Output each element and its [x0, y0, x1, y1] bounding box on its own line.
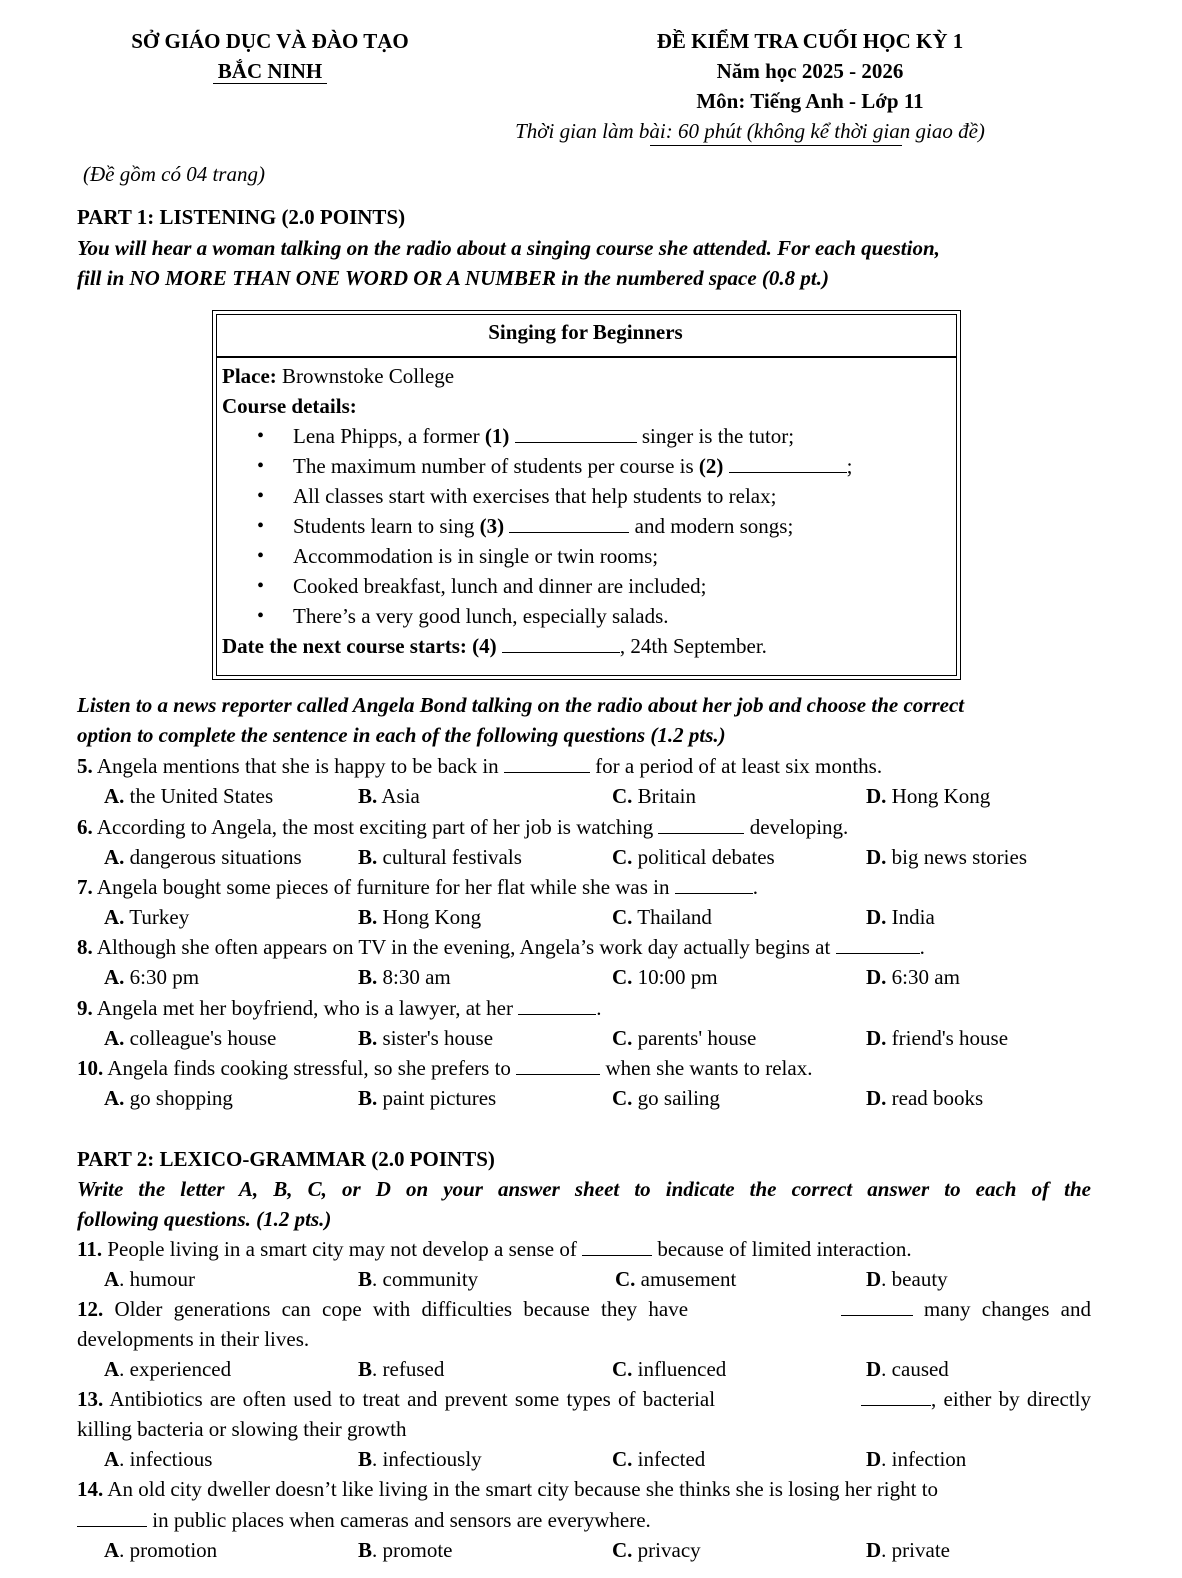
question-text: because of limited interaction. — [652, 1237, 912, 1261]
option-text: amusement — [635, 1267, 737, 1291]
option-letter: B — [358, 1538, 373, 1562]
option-letter: D — [866, 1447, 882, 1471]
option-letter: A. — [104, 905, 125, 929]
option-text: big news stories — [886, 845, 1027, 869]
question-12-line2: developments in their lives. — [77, 1327, 310, 1351]
place-value: Brownstoke College — [276, 364, 455, 388]
option-text: . promote — [372, 1538, 453, 1562]
detail-item-1 — [293, 424, 794, 449]
part1-instruction2-line1: Listen to a news reporter called Angela Bond talking on the radio about her job and choose the correct — [77, 693, 965, 717]
option-text: parents' house — [632, 1026, 757, 1050]
option-a[interactable] — [104, 1538, 217, 1563]
option-letter: C. — [612, 965, 633, 989]
option-text: . humour — [119, 1267, 195, 1291]
time-underline — [650, 145, 902, 146]
date-text: , 24th September. — [619, 634, 767, 658]
question-14-line1 — [77, 1477, 938, 1502]
option-letter: B. — [358, 1086, 378, 1110]
option-c[interactable] — [612, 845, 775, 870]
province-underline — [213, 83, 327, 84]
part1-instruction2-line2: option to complete the sentence in each of the following questions (1.2 pts.) — [77, 723, 726, 747]
question-5 — [77, 754, 882, 779]
detail-item-6: Cooked breakfast, lunch and dinner are included; — [293, 574, 707, 598]
option-c[interactable] — [615, 1267, 736, 1292]
option-letter: D. — [866, 1026, 887, 1050]
question-8 — [77, 935, 925, 960]
question-12-stem — [77, 1297, 688, 1322]
part1-instruction-line1: You will hear a woman talking on the radio about a singing course she attended. For each question, — [77, 236, 940, 260]
option-c[interactable] — [612, 905, 712, 930]
option-b[interactable] — [358, 1447, 482, 1472]
question-number: 11. — [77, 1237, 103, 1261]
option-text: infected — [632, 1447, 706, 1471]
option-c[interactable] — [612, 1086, 720, 1111]
question-13-line1 — [77, 1387, 1091, 1412]
option-letter: A. — [104, 1026, 125, 1050]
question-number: 5. — [77, 754, 93, 778]
option-text: . experienced — [119, 1357, 232, 1381]
answer-blank — [861, 1387, 931, 1406]
option-letter: B. — [358, 1026, 378, 1050]
option-text: the United States — [124, 784, 274, 808]
question-number: 13. — [77, 1387, 104, 1411]
option-text: go sailing — [632, 1086, 720, 1110]
place-line — [222, 364, 454, 389]
option-a[interactable] — [104, 965, 199, 990]
option-b[interactable] — [358, 1357, 444, 1382]
option-text: . refused — [372, 1357, 445, 1381]
detail-item-7: There’s a very good lunch, especially salads. — [293, 604, 669, 628]
part1-instruction-line2: fill in NO MORE THAN ONE WORD OR A NUMBER in the numbered space (0.8 pt.) — [77, 266, 830, 290]
option-letter: A — [104, 1267, 120, 1291]
option-text: Asia — [377, 784, 420, 808]
question-text: Angela mentions that she is happy to be back in — [92, 754, 504, 778]
option-d[interactable] — [866, 845, 1027, 870]
option-text: 8:30 am — [377, 965, 451, 989]
bullet-dot: • — [257, 605, 265, 627]
option-text: Hong Kong — [886, 784, 991, 808]
option-text: Hong Kong — [377, 905, 482, 929]
option-a[interactable] — [104, 1357, 231, 1382]
option-letter: B. — [358, 905, 378, 929]
option-text: cultural festivals — [377, 845, 522, 869]
option-c[interactable] — [612, 784, 696, 809]
detail-item-5: Accommodation is in single or twin rooms; — [293, 544, 659, 568]
subject-grade: Môn: Tiếng Anh - Lớp 11 — [696, 89, 924, 113]
option-text: . promotion — [119, 1538, 218, 1562]
answer-blank — [836, 935, 920, 954]
option-a[interactable] — [104, 1447, 212, 1472]
question-number: 12. — [77, 1297, 104, 1321]
option-letter: C. — [612, 1026, 633, 1050]
option-d[interactable] — [866, 1357, 949, 1382]
question-13-end — [861, 1387, 1091, 1412]
option-text: . community — [372, 1267, 479, 1291]
option-letter: C. — [612, 1357, 633, 1381]
option-b[interactable] — [358, 1086, 496, 1111]
question-text: . — [919, 935, 925, 959]
detail-item-2 — [293, 454, 853, 479]
option-d[interactable] — [866, 1538, 950, 1563]
course-details-label: Course details: — [222, 394, 357, 418]
option-letter: C. — [612, 1538, 633, 1562]
option-letter: D. — [866, 965, 887, 989]
option-text: influenced — [632, 1357, 727, 1381]
bullet-dot: • — [257, 545, 265, 567]
bullet-dot: • — [257, 575, 265, 597]
question-text: . — [596, 996, 602, 1020]
option-letter: D — [866, 1538, 882, 1562]
detail-item-3: All classes start with exercises that help students to relax; — [293, 484, 777, 508]
answer-blank — [658, 815, 744, 834]
answer-blank — [77, 1508, 147, 1527]
gap-number-1: (1) — [484, 424, 510, 448]
detail-text: The maximum number of students per course is — [293, 454, 699, 478]
option-letter: D. — [866, 905, 887, 929]
option-letter: A — [104, 1357, 120, 1381]
question-number: 8. — [77, 935, 93, 959]
option-letter: B — [358, 1357, 373, 1381]
province-name: BẮC NINH — [217, 59, 323, 83]
option-letter: B — [358, 1447, 373, 1471]
option-d[interactable] — [866, 965, 960, 990]
question-number: 14. — [77, 1477, 104, 1501]
option-text: colleague's house — [124, 1026, 277, 1050]
option-text: go shopping — [124, 1086, 233, 1110]
question-text: in public places when cameras and sensors are everywhere. — [147, 1508, 651, 1532]
question-text: many changes and — [912, 1297, 1091, 1321]
option-letter: A — [104, 1538, 120, 1562]
question-7 — [77, 875, 758, 900]
question-text: Antibiotics are often used to treat and prevent some types of bacterial — [103, 1387, 716, 1411]
department-name: SỞ GIÁO DỤC VÀ ĐÀO TẠO — [131, 29, 409, 53]
option-text: Britain — [632, 784, 696, 808]
option-d[interactable] — [866, 905, 935, 930]
option-a[interactable] — [104, 1086, 233, 1111]
place-label: Place: — [222, 364, 277, 388]
question-text: An old city dweller doesn’t like living in the smart city because she thinks she is losing her right to — [103, 1477, 939, 1501]
part2-instruction-line1: Write the letter A, B, C, or D on your answer sheet to indicate the correct answer to each of the — [77, 1177, 1091, 1201]
question-text: Angela bought some pieces of furniture for her flat while she was in — [92, 875, 675, 899]
option-text: . infectious — [119, 1447, 213, 1471]
part2-title: PART 2: LEXICO-GRAMMAR (2.0 POINTS) — [77, 1147, 495, 1171]
option-a[interactable] — [104, 1026, 276, 1051]
question-10 — [77, 1056, 812, 1081]
bullet-dot: • — [257, 515, 265, 537]
option-a[interactable] — [104, 1267, 195, 1292]
option-letter: B. — [358, 784, 378, 808]
option-letter: C. — [612, 1447, 633, 1471]
question-13-line2: killing bacteria or slowing their growth — [77, 1417, 407, 1441]
option-letter: C. — [612, 845, 633, 869]
option-text: . infection — [881, 1447, 967, 1471]
option-letter: D. — [866, 845, 887, 869]
option-d[interactable] — [866, 1026, 1008, 1051]
bullet-dot: • — [257, 425, 265, 447]
question-13-stem — [77, 1387, 715, 1412]
option-letter: C. — [612, 905, 633, 929]
gap-number-2: (2) — [698, 454, 724, 478]
detail-item-4 — [293, 514, 793, 539]
question-text: , either by directly — [931, 1387, 1091, 1411]
option-a[interactable] — [104, 845, 302, 870]
question-number: 9. — [77, 996, 93, 1020]
option-text: read books — [886, 1086, 984, 1110]
answer-blank — [518, 996, 596, 1015]
option-text: Turkey — [124, 905, 190, 929]
detail-text: and modern songs; — [629, 514, 794, 538]
answer-blank — [582, 1237, 652, 1256]
answer-blank — [504, 754, 590, 773]
option-letter: C. — [612, 1086, 633, 1110]
option-text: Thailand — [632, 905, 712, 929]
option-b[interactable] — [358, 1267, 478, 1292]
next-course-date-line — [222, 634, 767, 659]
answer-blank — [516, 1056, 600, 1075]
detail-text: ; — [846, 454, 853, 478]
question-text: for a period of at least six months. — [589, 754, 883, 778]
detail-text: Students learn to sing — [293, 514, 480, 538]
option-letter: D — [866, 1267, 882, 1291]
option-text: friend's house — [886, 1026, 1009, 1050]
option-d[interactable] — [866, 1267, 948, 1292]
option-text: . caused — [881, 1357, 949, 1381]
option-b[interactable] — [358, 1026, 493, 1051]
bullet-dot: • — [257, 455, 265, 477]
answer-gap-1[interactable] — [515, 424, 637, 443]
option-letter: B. — [358, 845, 378, 869]
question-text: Older generations can cope with difficulties because they have — [103, 1297, 689, 1321]
option-text: India — [886, 905, 935, 929]
option-text: . beauty — [881, 1267, 948, 1291]
option-letter: B. — [358, 965, 378, 989]
question-12-line1 — [77, 1297, 1091, 1322]
exam-title: ĐỀ KIỂM TRA CUỐI HỌC KỲ 1 — [656, 29, 964, 53]
option-text: 6:30 am — [886, 965, 960, 989]
option-text: 10:00 pm — [632, 965, 718, 989]
option-letter: C. — [612, 784, 633, 808]
answer-gap-2[interactable] — [729, 454, 847, 473]
question-text: Although she often appears on TV in the evening, Angela’s work day actually begins at — [92, 935, 836, 959]
option-letter: A. — [104, 1086, 125, 1110]
bullet-dot: • — [257, 485, 265, 507]
option-letter: D. — [866, 1086, 887, 1110]
school-year: Năm học 2025 - 2026 — [716, 59, 904, 83]
notes-title: Singing for Beginners — [488, 320, 683, 344]
question-text: developing. — [744, 815, 849, 839]
question-text: Angela met her boyfriend, who is a lawyer, at her — [92, 996, 519, 1020]
option-b[interactable] — [358, 905, 481, 930]
option-text: political debates — [632, 845, 775, 869]
date-label: Date the next course starts: (4) — [222, 634, 497, 658]
question-text: Angela finds cooking stressful, so she prefers to — [103, 1056, 517, 1080]
option-a[interactable] — [104, 905, 189, 930]
part2-instruction-line2: following questions. (1.2 pts.) — [77, 1207, 332, 1231]
option-text: dangerous situations — [124, 845, 302, 869]
option-letter: B — [358, 1267, 373, 1291]
detail-text: Lena Phipps, a former — [293, 424, 485, 448]
option-c[interactable] — [612, 1026, 756, 1051]
answer-blank — [841, 1297, 913, 1316]
question-number: 7. — [77, 875, 93, 899]
option-c[interactable] — [612, 1447, 705, 1472]
option-b[interactable] — [358, 784, 420, 809]
question-number: 6. — [77, 815, 93, 839]
option-letter: C. — [615, 1267, 636, 1291]
option-c[interactable] — [612, 1538, 701, 1563]
option-d[interactable] — [866, 1447, 966, 1472]
option-text: . infectiously — [372, 1447, 482, 1471]
option-letter: A. — [104, 784, 125, 808]
detail-text: singer is the tutor; — [636, 424, 795, 448]
option-a[interactable] — [104, 784, 273, 809]
question-9 — [77, 996, 601, 1021]
option-b[interactable] — [358, 845, 522, 870]
option-letter: D. — [866, 784, 887, 808]
question-text: when she wants to relax. — [600, 1056, 813, 1080]
question-12-end — [841, 1297, 1091, 1322]
option-text: privacy — [632, 1538, 701, 1562]
option-text: sister's house — [377, 1026, 494, 1050]
answer-gap-3[interactable] — [509, 514, 629, 533]
question-number: 10. — [77, 1056, 104, 1080]
part1-title: PART 1: LISTENING (2.0 POINTS) — [77, 205, 406, 229]
pages-note: (Đề gồm có 04 trang) — [83, 162, 265, 186]
gap-number-3: (3) — [479, 514, 505, 538]
option-letter: A. — [104, 845, 125, 869]
question-text: According to Angela, the most exciting part of her job is watching — [92, 815, 659, 839]
option-c[interactable] — [612, 1357, 726, 1382]
option-b[interactable] — [358, 965, 451, 990]
option-d[interactable] — [866, 1086, 983, 1111]
option-text: . private — [881, 1538, 950, 1562]
question-11 — [77, 1237, 912, 1262]
question-6 — [77, 815, 848, 840]
option-text: paint pictures — [377, 1086, 497, 1110]
option-letter: A. — [104, 965, 125, 989]
question-text: People living in a smart city may not develop a sense of — [102, 1237, 583, 1261]
option-b[interactable] — [358, 1538, 453, 1563]
option-d[interactable] — [866, 784, 990, 809]
question-text: . — [752, 875, 759, 899]
option-c[interactable] — [612, 965, 718, 990]
answer-blank — [675, 875, 753, 894]
time-allowed: Thời gian làm bài: 60 phút (không kể thời gian giao đề) — [515, 119, 985, 143]
option-letter: D — [866, 1357, 882, 1381]
question-14-line2 — [77, 1508, 651, 1533]
option-letter: A — [104, 1447, 120, 1471]
answer-gap-4[interactable] — [502, 634, 620, 653]
option-text: 6:30 pm — [124, 965, 200, 989]
